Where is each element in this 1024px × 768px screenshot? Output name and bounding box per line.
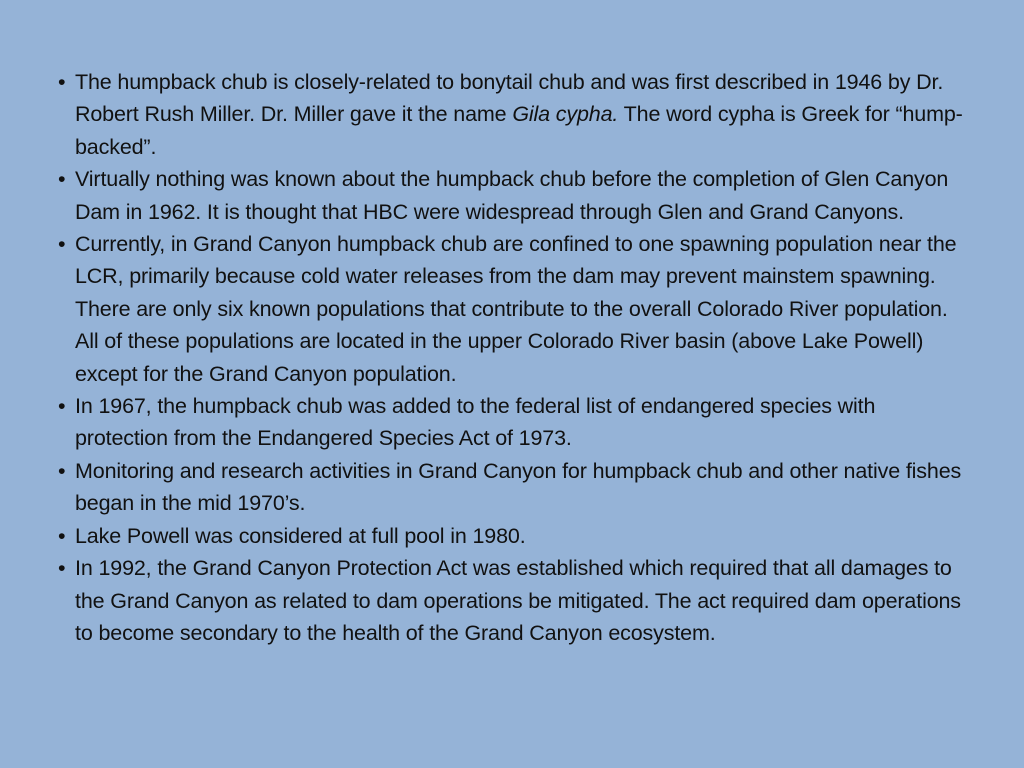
bullet-text-7: In 1992, the Grand Canyon Protection Act was established which required that all damages to the Grand Canyon as related to dam operations be mitigated. The act required dam operations to become secondary to the health of the Grand Canyon ecosystem. [75,556,961,645]
bullet-text-6: Lake Powell was considered at full pool in 1980. [75,523,526,548]
bullet-item-5 [58,455,968,520]
bullet-item-1 [58,66,968,163]
bullet-text-1 [75,70,963,159]
bullet-text-4: In 1967, the humpback chub was added to the federal list of endangered species with protection from the Endangered Species Act of 1973. [75,394,876,451]
bullet-item-2 [58,163,968,228]
bullet-icon: • [58,232,66,257]
bullet-list [58,66,968,649]
bullet-item-7 [58,552,968,649]
bullet-icon: • [58,70,66,94]
slide-content [58,66,968,649]
bullet-icon: • [58,556,66,581]
bullet-item-3 [58,228,968,390]
bullet-icon: • [58,458,66,483]
bullet-text-2: Virtually nothing was known about the humpback chub before the completion of Glen Canyon Dam in 1962. It is thought that HBC were widespread through Glen and Grand Canyons. [75,167,949,224]
bullet-icon: • [58,167,66,192]
bullet-item-4 [58,390,968,455]
bullet-icon: • [58,523,66,548]
bullet-text-3: Currently, in Grand Canyon humpback chub are confined to one spawning population near the LCR, primarily because cold water releases from the dam may prevent mainstem spawning. There are only six known populations that contribute to the overall Colorado River population. All of these populations are located in the upper Colorado River basin (above Lake Powell) except for the Grand Canyon population. [75,232,957,386]
bullet-item-6 [58,520,968,552]
species-name: Gila cypha. [512,102,619,127]
bullet-text-5: Monitoring and research activities in Grand Canyon for humpback chub and other native fishes began in the mid 1970’s. [75,458,962,516]
bullet-text-1-part-1: The humpback chub is closely-related to bonytail chub and was first described in 1946 by Dr. Robert Rush Miller. Dr. Miller gave it the name [75,70,944,127]
bullet-text-1-part-2: The word cypha is Greek for “hump-backed”. [75,102,963,159]
bullet-icon: • [58,394,66,419]
